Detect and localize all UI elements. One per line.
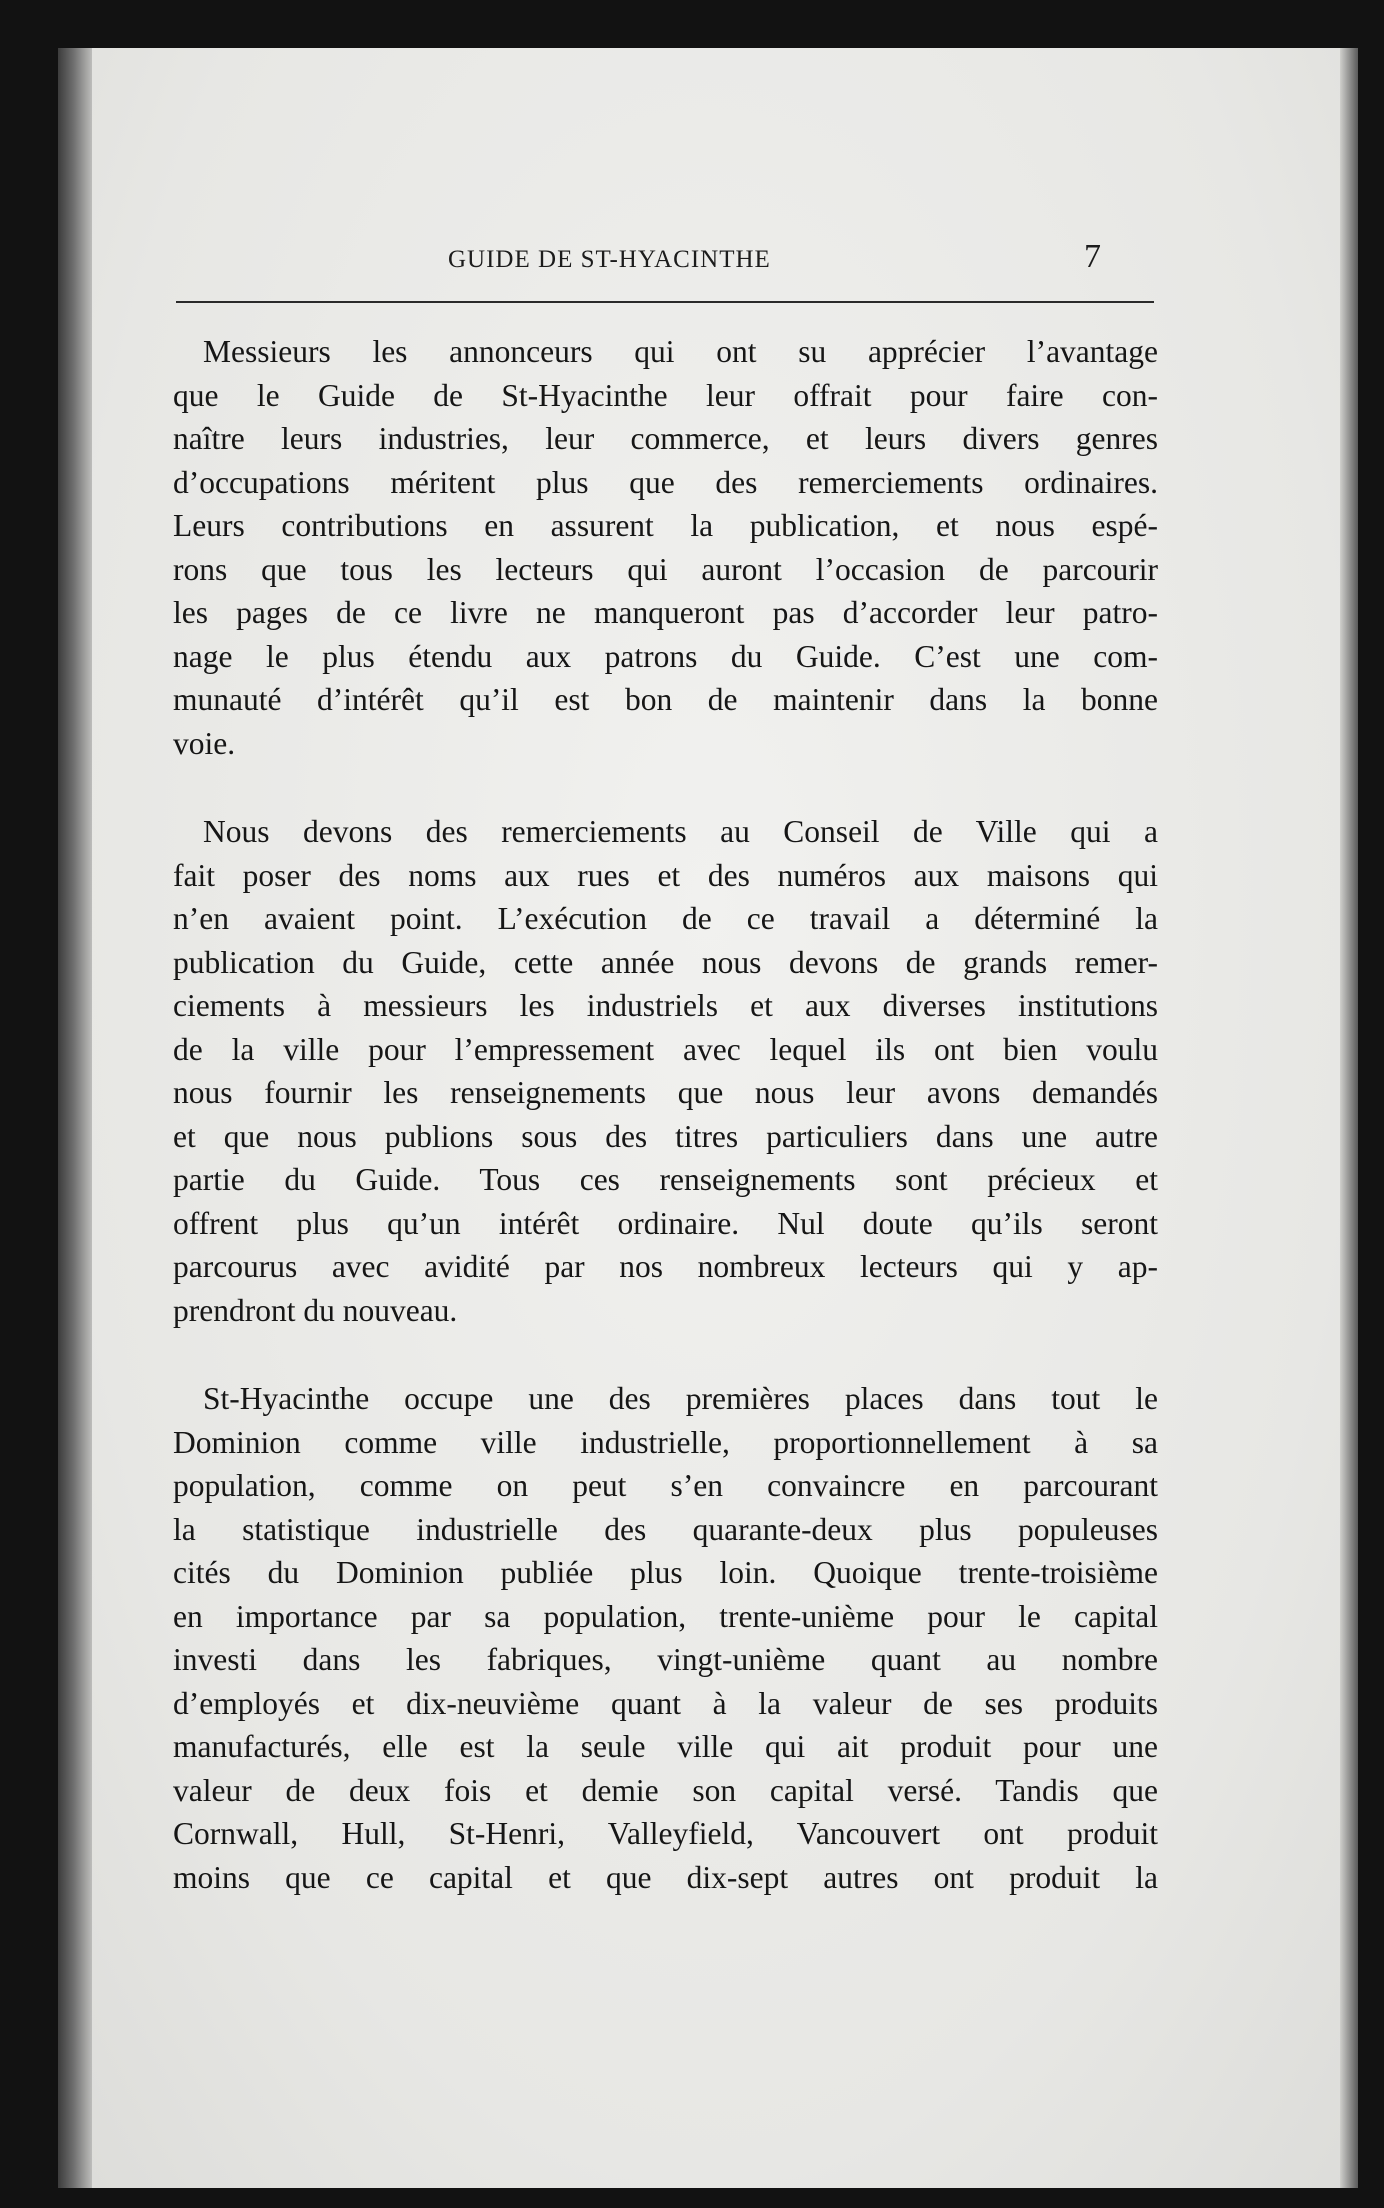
text-line: cités du Dominion publiée plus loin. Quoique trente-troisième <box>173 1555 1158 1590</box>
text-line: investi dans les fabriques, vingt-unième quant au nombre <box>173 1642 1158 1677</box>
text-line: nous fournir les renseignements que nous leur avons demandés <box>173 1075 1158 1110</box>
text-line: manufacturés, elle est la seule ville qui ait produit pour une <box>173 1729 1158 1764</box>
text-line: parcourus avec avidité par nos nombreux lecteurs qui y ap- <box>173 1249 1158 1284</box>
text-line: naître leurs industries, leur commerce, et leurs divers genres <box>173 421 1158 456</box>
text-line: nage le plus étendu aux patrons du Guide. C’est une com- <box>173 638 1158 674</box>
text-line: population, comme on peut s’en convaincre en parcourant <box>173 1468 1158 1503</box>
text-line: offrent plus qu’un intérêt ordinaire. Nul doute qu’ils seront <box>173 1205 1158 1241</box>
text-line: Nous devons des remerciements au Conseil de Ville qui a <box>203 814 1158 849</box>
book-page <box>58 48 1358 2188</box>
text-line: que le Guide de St-Hyacinthe leur offrait pour faire con- <box>173 377 1158 413</box>
text-line: munauté d’intérêt qu’il est bon de maintenir dans la bonne <box>173 682 1158 717</box>
text-line: n’en avaient point. L’exécution de ce travail a déterminé la <box>173 901 1158 936</box>
text-line: partie du Guide. Tous ces renseignements sont précieux et <box>173 1162 1158 1197</box>
text-line: publication du Guide, cette année nous devons de grands remer- <box>173 944 1158 980</box>
text-line: rons que tous les lecteurs qui auront l’occasion de parcourir <box>173 551 1158 587</box>
text-line: fait poser des noms aux rues et des numéros aux maisons qui <box>173 857 1158 893</box>
text-line: Cornwall, Hull, St-Henri, Valleyfield, Vancouvert ont produit <box>173 1816 1158 1851</box>
paragraph-1 <box>173 330 1158 765</box>
text-line: voie. <box>173 725 236 761</box>
page-edge-shadow <box>1340 48 1358 2188</box>
paragraph-2 <box>173 810 1158 1332</box>
text-line: d’occupations méritent plus que des remerciements ordinaires. <box>173 464 1158 500</box>
binding-shadow <box>58 48 92 2188</box>
text-line: Leurs contributions en assurent la publication, et nous espé- <box>173 508 1158 543</box>
text-line: et que nous publions sous des titres particuliers dans une autre <box>173 1118 1158 1154</box>
text-line: ciements à messieurs les industriels et aux diverses institutions <box>173 988 1158 1023</box>
paragraph-3 <box>173 1377 1158 1899</box>
running-header-title: GUIDE DE ST-HYACINTHE <box>448 246 771 273</box>
body-text <box>173 330 1158 1944</box>
text-line: prendront du nouveau. <box>173 1292 458 1328</box>
text-line: moins que ce capital et que dix-sept autres ont produit la <box>173 1859 1158 1895</box>
text-line: Dominion comme ville industrielle, proportionnellement à sa <box>173 1424 1158 1460</box>
page-number: 7 <box>1084 238 1101 275</box>
text-line: valeur de deux fois et demie son capital versé. Tandis que <box>173 1772 1158 1808</box>
text-line: d’employés et dix-neuvième quant à la valeur de ses produits <box>173 1685 1158 1721</box>
text-line: la statistique industrielle des quarante-deux plus populeuses <box>173 1511 1158 1547</box>
text-line: Messieurs les annonceurs qui ont su apprécier l’avantage <box>203 334 1158 369</box>
text-line: de la ville pour l’empressement avec lequel ils ont bien voulu <box>173 1031 1158 1067</box>
text-line: St-Hyacinthe occupe une des premières places dans tout le <box>203 1381 1158 1416</box>
header-rule <box>176 301 1154 303</box>
text-line: en importance par sa population, trente-unième pour le capital <box>173 1598 1158 1634</box>
text-line: les pages de ce livre ne manqueront pas d’accorder leur patro- <box>173 595 1158 630</box>
